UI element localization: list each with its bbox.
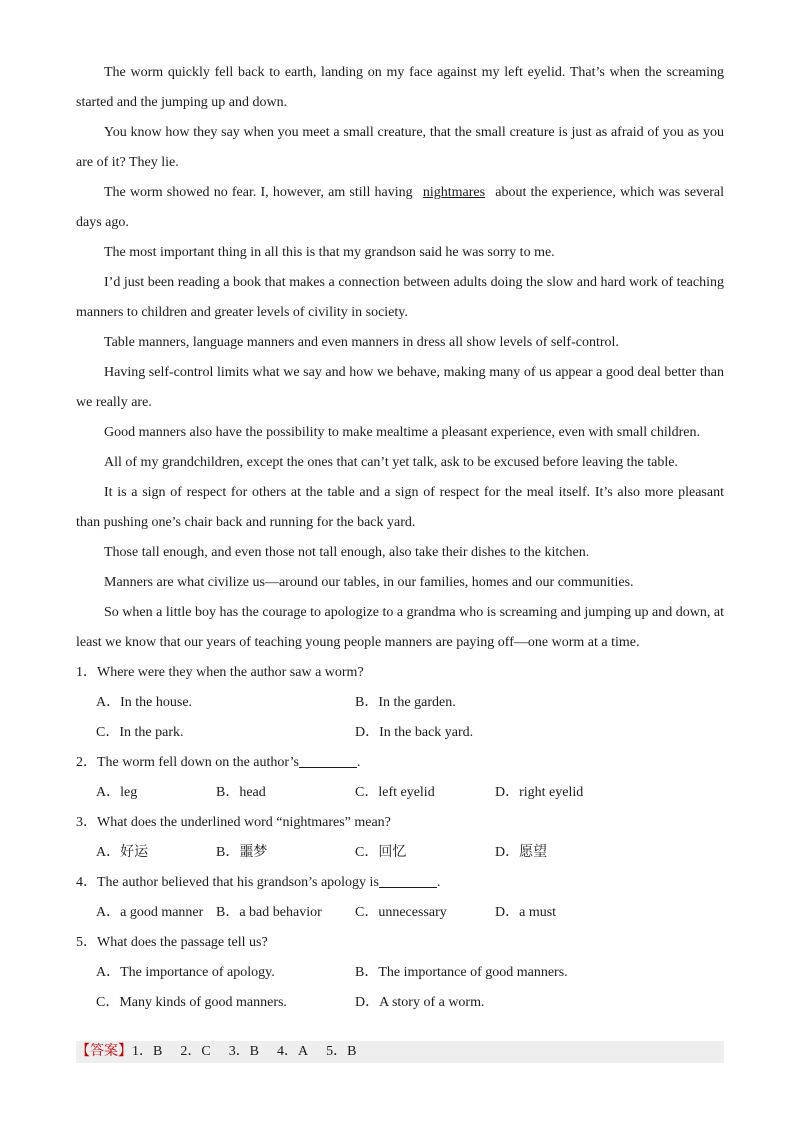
question-4: [76, 868, 724, 898]
question-3: [76, 808, 724, 838]
option-c[interactable]: C．unnecessary: [355, 905, 447, 920]
answer-item: 5．B: [326, 1044, 357, 1059]
question-1: [76, 658, 724, 688]
question-number: 3．: [76, 815, 97, 830]
option-c[interactable]: C．left eyelid: [355, 785, 435, 800]
answer-item: 1．B: [132, 1044, 163, 1059]
question-number: 5．: [76, 935, 97, 950]
paragraph: I’d just been reading a book that makes a connection between adults doing the slow and hard work of teaching manners to children and greater levels of civility in society.: [76, 275, 724, 320]
option-b[interactable]: B．a bad behavior: [216, 905, 322, 920]
question-number: 4．: [76, 875, 97, 890]
question-suffix: .: [436, 875, 441, 890]
option-a[interactable]: A．The importance of apology.: [96, 965, 275, 980]
answer-key: [76, 1041, 724, 1063]
question-text: The author believed that his grandson’s apology is: [97, 875, 379, 890]
options-row: [76, 688, 724, 718]
paragraph: Table manners, language manners and even manners in dress all show levels of self-control.: [104, 335, 619, 350]
question-number: 2．: [76, 755, 97, 770]
passage-page: [76, 58, 724, 1018]
answer-item: 4．A: [277, 1044, 309, 1059]
options-row: [76, 958, 724, 988]
underlined-word: nightmares: [422, 185, 486, 200]
paragraph: The worm quickly fell back to earth, landing on my face against my left eyelid. That’s when the screaming started and the jumping up and down.: [76, 65, 724, 110]
paragraph: The most important thing in all this is that my grandson said he was sorry to me.: [104, 245, 555, 260]
option-d[interactable]: D．愿望: [495, 845, 548, 860]
answer-blank: [299, 753, 357, 768]
paragraph-text: about the experience, which was several days ago.: [76, 185, 725, 230]
answer-label: 【答案】: [76, 1044, 132, 1059]
options-row: [76, 988, 724, 1018]
question-2: [76, 748, 724, 778]
answer-blank: [379, 873, 437, 888]
paragraph: It is a sign of respect for others at the table and a sign of respect for the meal itself. It’s also more pleasant than pushing one’s chair back and running for the back yard.: [76, 485, 724, 530]
option-d[interactable]: D．In the back yard.: [355, 725, 474, 740]
option-b[interactable]: B．The importance of good manners.: [355, 965, 568, 980]
question-text: What does the passage tell us?: [97, 935, 268, 950]
option-b[interactable]: B．噩梦: [216, 845, 268, 860]
option-d[interactable]: D．A story of a worm.: [355, 995, 485, 1010]
paragraph-text: The worm showed no fear. I, however, am still having: [104, 185, 413, 200]
question-text: Where were they when the author saw a worm?: [97, 665, 364, 680]
answer-item: 2．C: [180, 1044, 211, 1059]
option-c[interactable]: C．In the park.: [96, 725, 184, 740]
question-text: The worm fell down on the author’s: [97, 755, 299, 770]
option-b[interactable]: B．In the garden.: [355, 695, 456, 710]
option-d[interactable]: D．right eyelid: [495, 785, 584, 800]
question-5: [76, 928, 724, 958]
options-row: [76, 778, 724, 808]
paragraph: You know how they say when you meet a small creature, that the small creature is just as afraid of you as you are of it? They lie.: [76, 125, 724, 170]
paragraph: Manners are what civilize us—around our tables, in our families, homes and our communities.: [104, 575, 634, 590]
paragraph: Good manners also have the possibility to make mealtime a pleasant experience, even with small children.: [104, 425, 700, 440]
option-a[interactable]: A．好运: [96, 845, 149, 860]
answer-item: 3．B: [228, 1044, 260, 1059]
paragraph: Those tall enough, and even those not tall enough, also take their dishes to the kitchen.: [104, 545, 590, 560]
options-row: [76, 838, 724, 868]
question-text: What does the underlined word “nightmares” mean?: [97, 815, 391, 830]
question-number: 1．: [76, 665, 97, 680]
options-row: [76, 898, 724, 928]
option-a[interactable]: A．In the house.: [96, 695, 193, 710]
option-a[interactable]: A．leg: [96, 785, 138, 800]
paragraph: Having self-control limits what we say and how we behave, making many of us appear a good deal better than we really are.: [76, 365, 724, 410]
option-c[interactable]: C．Many kinds of good manners.: [96, 995, 287, 1010]
option-c[interactable]: C．回忆: [355, 845, 407, 860]
paragraph: All of my grandchildren, except the ones that can’t yet talk, ask to be excused before leaving the table.: [104, 455, 678, 470]
paragraph: [76, 178, 724, 238]
paragraph: So when a little boy has the courage to apologize to a grandma who is screaming and jumping up and down, at least we know that our years of teaching young people manners are paying off—one worm at a time.: [76, 605, 724, 650]
question-suffix: .: [356, 755, 361, 770]
option-b[interactable]: B．head: [216, 785, 266, 800]
options-row: [76, 718, 724, 748]
option-a[interactable]: A．a good manner: [96, 905, 204, 920]
option-d[interactable]: D．a must: [495, 905, 557, 920]
